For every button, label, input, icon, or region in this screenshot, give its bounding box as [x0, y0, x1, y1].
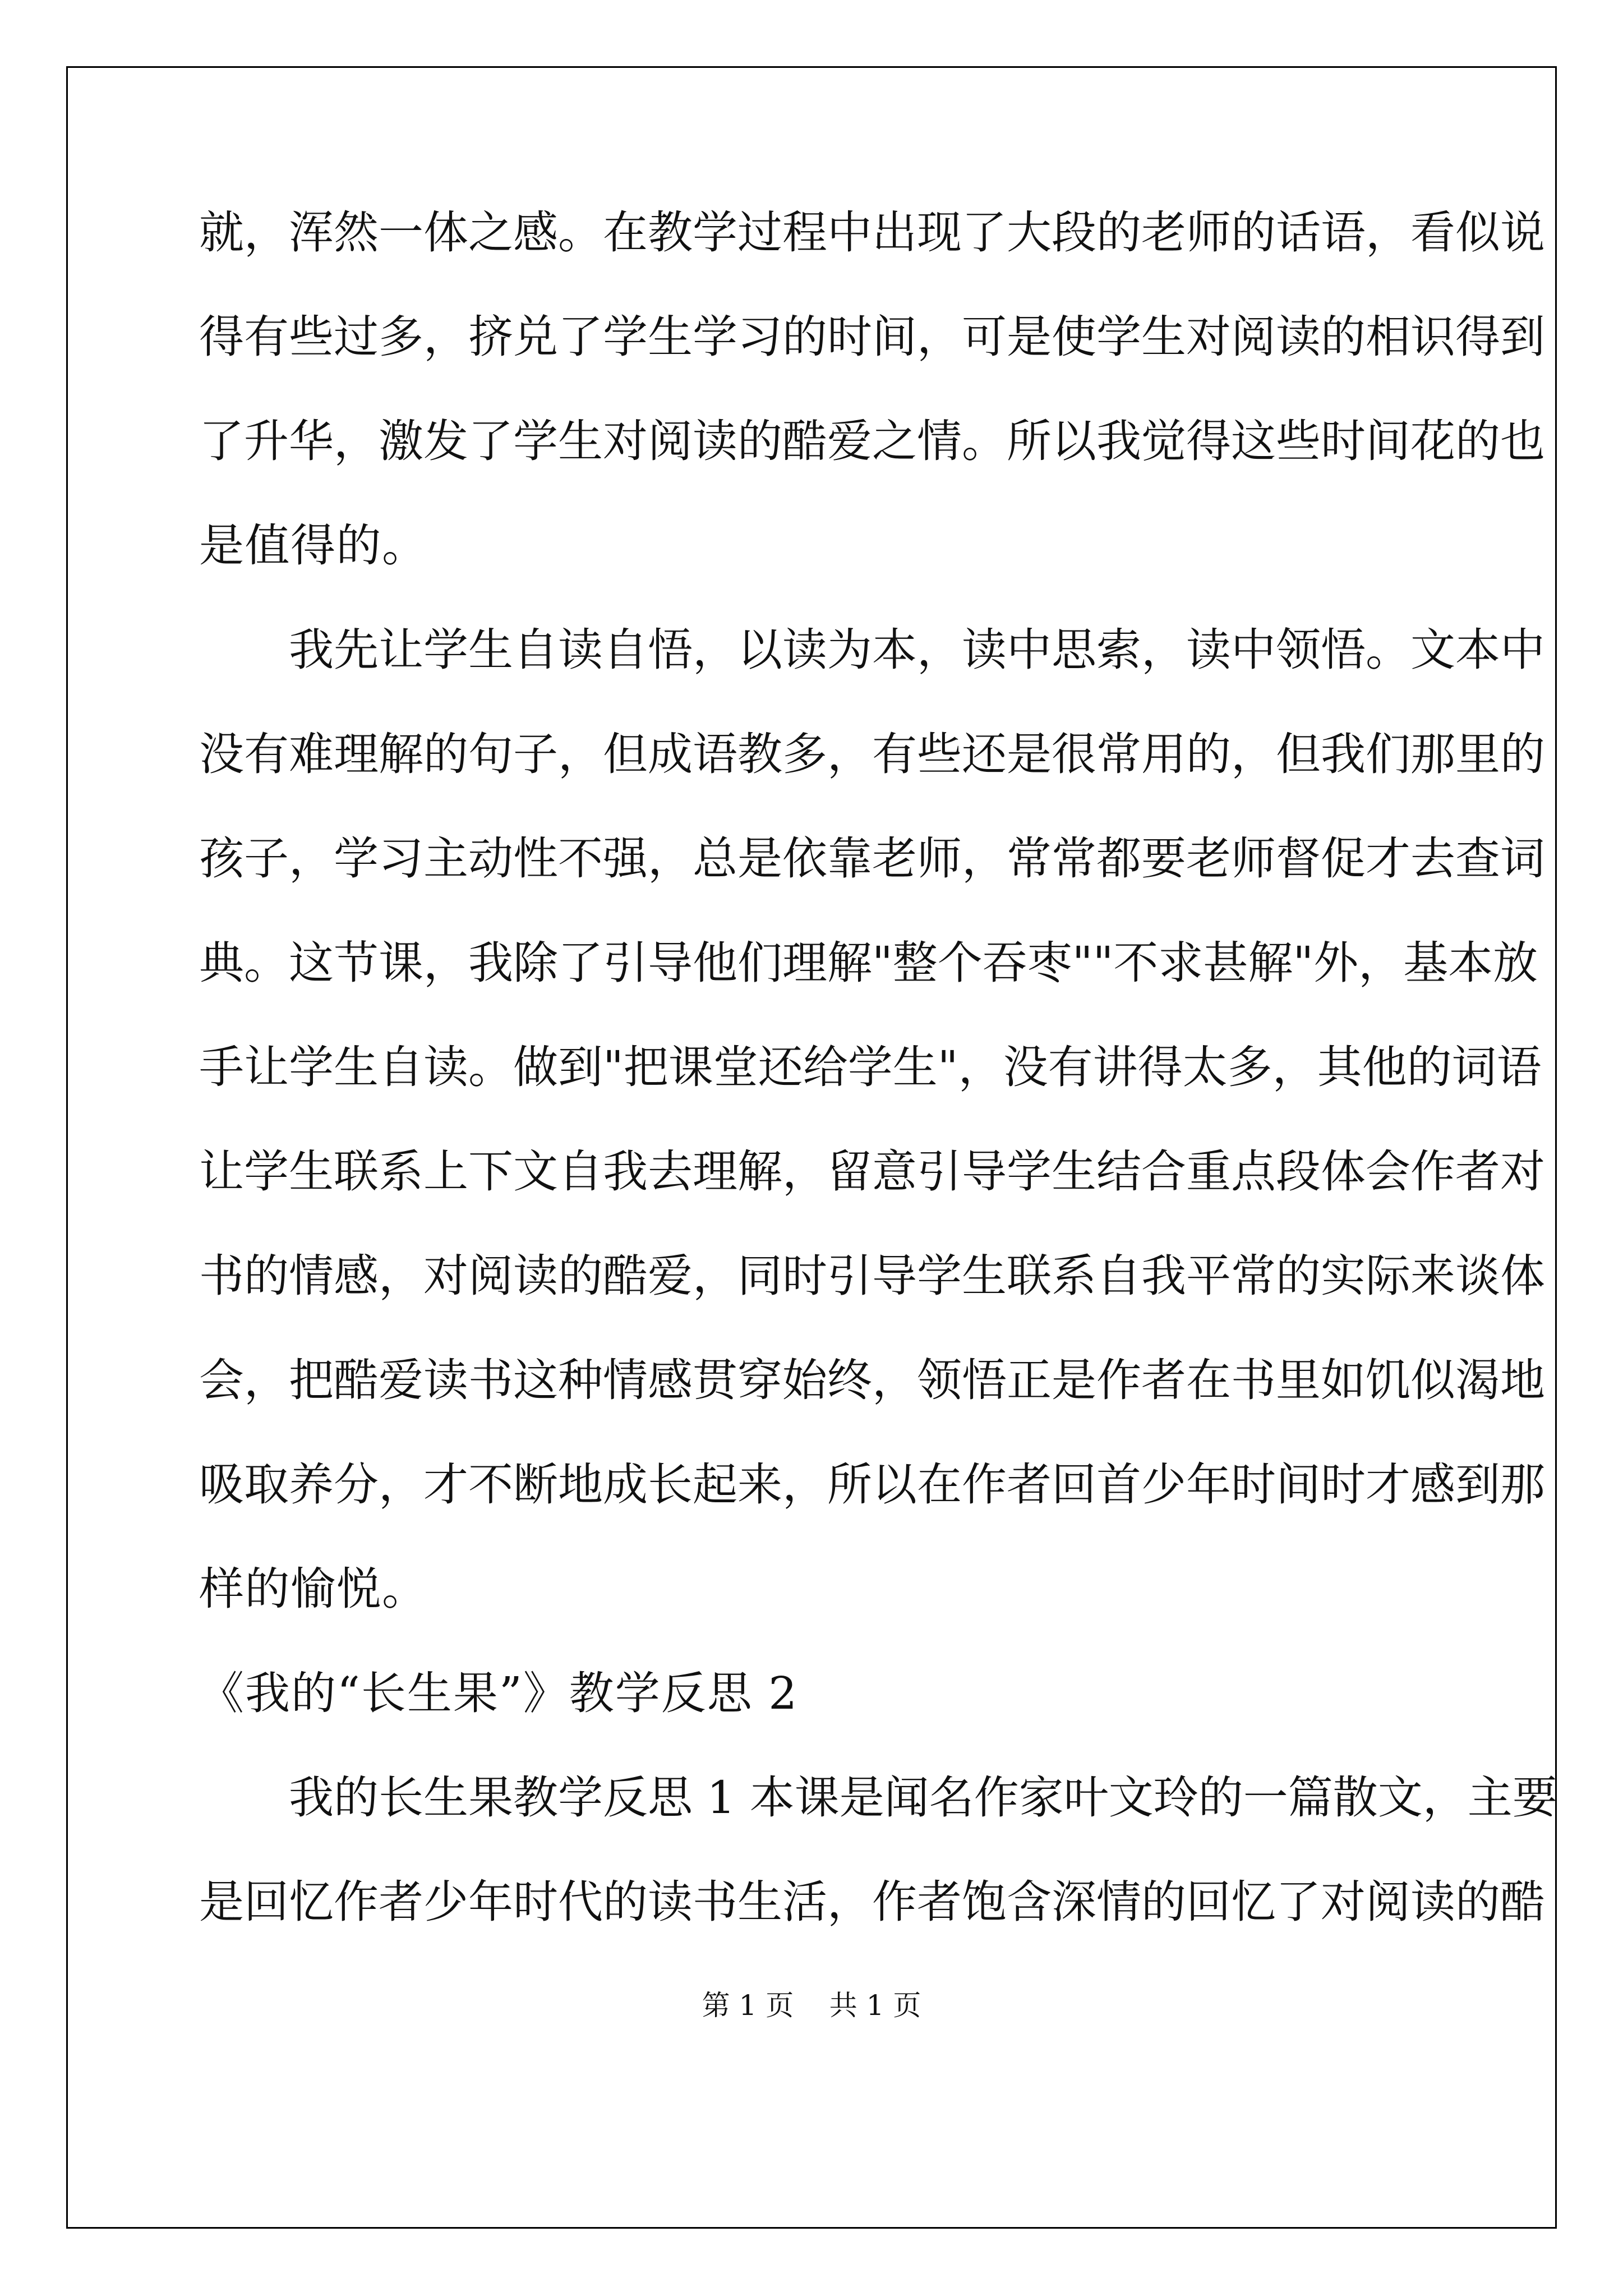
paragraph-2-line-9: 吸取养分，才不断地成长起来，所以在作者回首少年时间时才感到那 — [199, 1458, 1545, 1511]
paragraph-2-line-3: 孩子，学习主动性不强，总是依靠老师，常常都要老师督促才去查词 — [199, 832, 1545, 885]
paragraph-1-line-3: 了升华，激发了学生对阅读的酷爱之情。所以我觉得这些时间花的也 — [199, 415, 1545, 467]
paragraph-2-line-10: 样的愉悦。 — [199, 1563, 428, 1615]
paragraph-2-line-2: 没有难理解的句子，但成语教多，有些还是很常用的，但我们那里的 — [199, 728, 1545, 780]
paragraph-3-line-1: 我的长生果教学反思 1 本课是闻名作家叶文玲的一篇散文，主要 — [289, 1772, 1557, 1824]
page-number-footer: 第 1 页 共 1 页 — [702, 1989, 921, 2022]
paragraph-2-line-4: 典。这节课，我除了引导他们理解"整个吞枣""不求甚解"外，基本放 — [199, 937, 1538, 989]
section-heading: 《我的“长生果”》教学反思 2 — [199, 1667, 799, 1719]
paragraph-2-line-1: 我先让学生自读自悟，以读为本，读中思索，读中领悟。文本中 — [289, 624, 1545, 676]
paragraph-3-line-2: 是回忆作者少年时代的读书生活，作者饱含深情的回忆了对阅读的酷 — [199, 1876, 1545, 1928]
paragraph-2-line-6: 让学生联系上下文自我去理解，留意引导学生结合重点段体会作者对 — [199, 1145, 1545, 1198]
paragraph-2-line-8: 会，把酷爱读书这种情感贯穿始终，领悟正是作者在书里如饥似渴地 — [199, 1354, 1545, 1406]
paragraph-1-line-2: 得有些过多，挤兑了学生学习的时间，可是使学生对阅读的相识得到 — [199, 311, 1545, 363]
paragraph-2-line-5: 手让学生自读。做到"把课堂还给学生"，没有讲得太多，其他的词语 — [199, 1041, 1542, 1093]
paragraph-1-line-4: 是值得的。 — [199, 519, 428, 572]
paragraph-2-line-7: 书的情感，对阅读的酷爱，同时引导学生联系自我平常的实际来谈体 — [199, 1250, 1545, 1302]
paragraph-1-line-1: 就，浑然一体之感。在教学过程中出现了大段的老师的话语，看似说 — [199, 206, 1545, 259]
